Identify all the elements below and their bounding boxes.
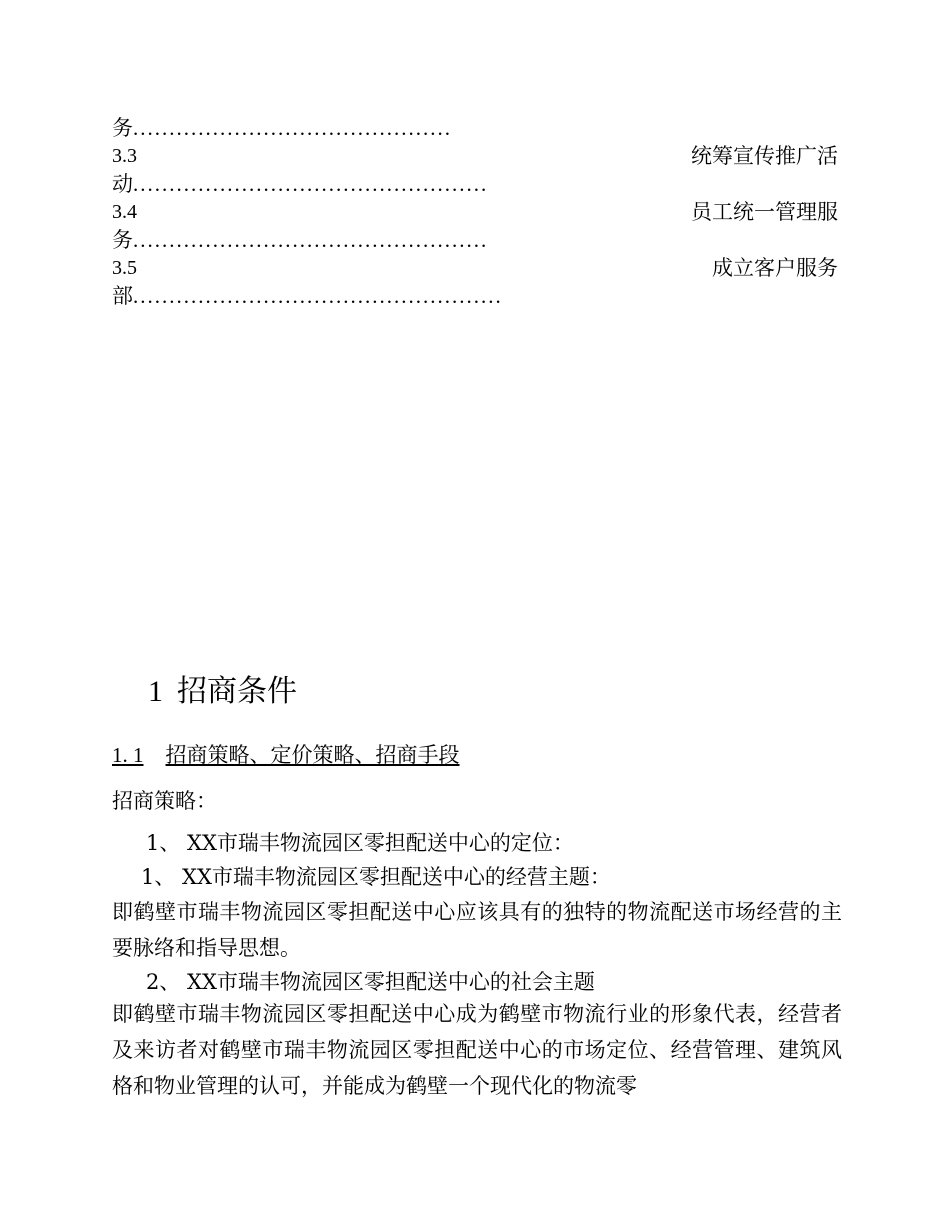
- section-title: 招商策略、定价策略、招商手段: [165, 743, 460, 767]
- body-paragraph: 即鹤壁市瑞丰物流园区零担配送中心成为鹤壁市物流行业的形象代表，经营者及来访者对鹤壁市瑞丰物流园区零担配送中心的市场定位、经营管理、建筑风格和物业管理的认可，并能成为鹤壁一个现代化的物流零: [112, 1002, 842, 1098]
- toc-tail-text: 部: [112, 284, 133, 308]
- toc-entry-tail[interactable]: [112, 226, 488, 254]
- chapter-number: 1: [148, 675, 163, 708]
- section-number: 1. 1: [112, 743, 144, 767]
- strategy-label: 招商策略：: [112, 789, 217, 813]
- section-heading: [112, 740, 460, 770]
- toc-tail-text: 动: [112, 172, 133, 196]
- list-item: 1、 XX市瑞丰物流园区零担配送中心的经营主题：: [141, 865, 611, 889]
- toc-entry-number[interactable]: 3.3: [112, 145, 137, 167]
- toc-leader-dots: ............................................: [133, 116, 452, 140]
- toc-leader-dots: .................................................: [133, 228, 489, 252]
- toc-entry-number[interactable]: 3.4: [112, 201, 137, 223]
- toc-leader-dots: ...................................................: [133, 284, 503, 308]
- toc-entry-tail[interactable]: [112, 282, 503, 310]
- toc-tail-text: 务: [112, 228, 133, 252]
- toc-entry-tail[interactable]: [112, 114, 452, 142]
- toc-entry-number[interactable]: 3.5: [112, 257, 137, 279]
- body-paragraph: 即鹤壁市瑞丰物流园区零担配送中心应该具有的独特的物流配送市场经营的主要脉络和指导思想。: [112, 900, 842, 960]
- toc-entry-title[interactable]: 统筹宣传推广活: [691, 144, 838, 168]
- toc-leader-dots: .................................................: [133, 172, 489, 196]
- toc-entry-title[interactable]: 成立客户服务: [712, 256, 838, 280]
- list-item: 2、 XX市瑞丰物流园区零担配送中心的社会主题: [146, 970, 595, 994]
- chapter-title: 招商条件: [177, 674, 297, 709]
- toc-tail-text: 务: [112, 116, 133, 140]
- toc-entry-title[interactable]: 员工统一管理服: [691, 200, 838, 224]
- chapter-heading: [148, 672, 297, 712]
- toc-entry-tail[interactable]: [112, 170, 488, 198]
- list-item: 1、 XX市瑞丰物流园区零担配送中心的定位：: [146, 831, 574, 855]
